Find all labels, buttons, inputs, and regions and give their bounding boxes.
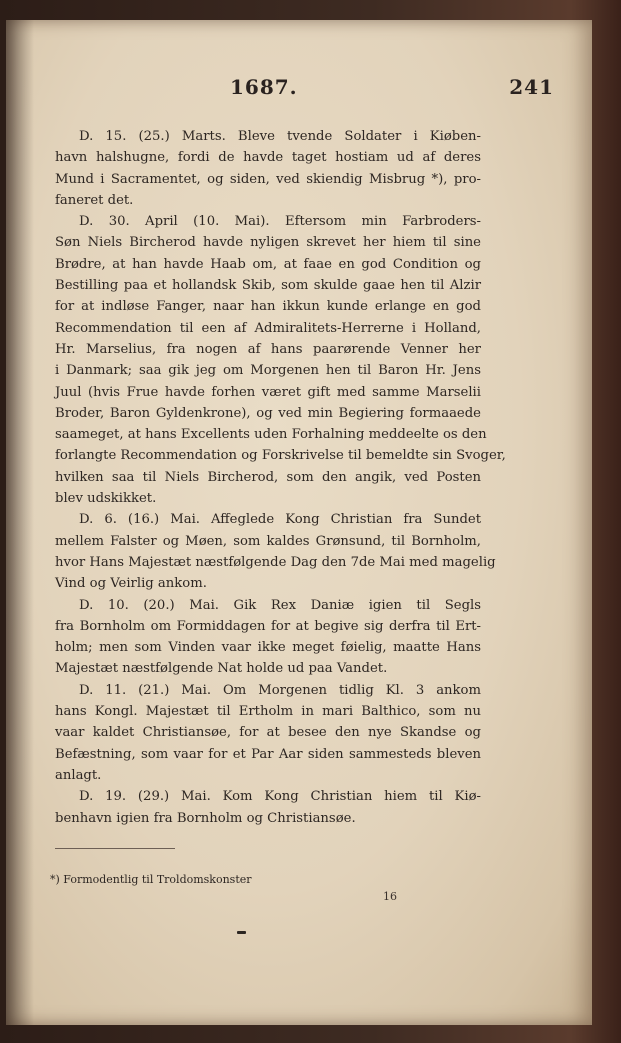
printer-mark [237, 931, 246, 934]
text-line: Juul (hvis Frue havde forhen været gift med samme Marselii [55, 384, 481, 400]
text-line: holm; men som Vinden vaar ikke meget føielig, maatte Hans [55, 640, 481, 656]
footnote: *) Formodentlig til Troldomskonster [50, 873, 252, 886]
text-line: fra Bornholm om Formiddagen for at begive sig derfra til Ert- [55, 618, 481, 634]
text-line: benhavn igien fra Bornholm og Christiansøe. [55, 810, 356, 826]
text-line: Vind og Veirlig ankom. [55, 576, 207, 592]
text-line: Broder, Baron Gyldenkrone), og ved min Begiering formaaede [55, 405, 481, 421]
text-line: forlangte Recommendation og Forskrivelse til bemeldte sin Svoger, [55, 448, 506, 464]
text-line: saameget, at hans Excellents uden Forhalning meddeelte os den [55, 427, 487, 443]
running-header [75, 75, 560, 105]
header-year: 1687. [230, 75, 298, 99]
text-line: Søn Niels Bircherod havde nyligen skrevet her hiem til sine [55, 235, 481, 251]
page-number: 241 [509, 75, 554, 99]
text-line: Mund i Sacramentet, og siden, ved skiendig Misbrug *), pro- [55, 171, 481, 187]
text-line: blev udskikket. [55, 491, 157, 507]
text-line: D. 10. (20.) Mai. Gik Rex Daniæ igien til Segls [79, 597, 481, 613]
text-line: Hr. Marselius, fra nogen af hans paarørende Venner her [55, 341, 481, 357]
text-line: havn halshugne, fordi de havde taget hostiam ud af deres [55, 150, 481, 166]
spine-shadow [6, 20, 34, 1025]
text-line: D. 19. (29.) Mai. Kom Kong Christian hiem til Kiø- [79, 789, 481, 805]
text-line: D. 15. (25.) Marts. Bleve tvende Soldater i Kiøben- [79, 129, 481, 144]
body-text [55, 126, 506, 829]
signature-mark: 16 [383, 890, 397, 903]
text-line: Brødre, at han havde Haab om, at faae en god Condition og [55, 256, 481, 272]
text-line: vaar kaldet Christiansøe, for at besee den nye Skandse og [55, 725, 481, 741]
text-line: hvilken saa til Niels Bircherod, som den angik, ved Posten [55, 469, 481, 485]
text-line: i Danmark; saa gik jeg om Morgenen hen til Baron Hr. Jens [55, 363, 481, 379]
text-line: D. 30. April (10. Mai). Eftersom min Farbroders- [79, 214, 481, 230]
text-line: faneret det. [55, 192, 134, 208]
text-line: Befæstning, som vaar for et Par Aar siden sammesteds bleven [55, 746, 481, 762]
text-line: Recommendation til een af Admiralitets-Herrerne i Holland, [55, 320, 481, 336]
text-line: D. 6. (16.) Mai. Affeglede Kong Christian fra Sundet [79, 512, 481, 528]
footnote-rule [55, 848, 175, 849]
text-line: for at indløse Fanger, naar han ikkun kunde erlange en god [55, 299, 481, 315]
text-line: hvor Hans Majestæt næstfølgende Dag den 7de Mai med magelig [55, 554, 496, 570]
text-line: anlagt. [55, 767, 102, 783]
text-line: hans Kongl. Majestæt til Ertholm in mari Balthico, som nu [55, 704, 481, 720]
text-line: mellem Falster og Møen, som kaldes Grønsund, til Bornholm, [55, 533, 481, 549]
text-line: D. 11. (21.) Mai. Om Morgenen tidlig Kl. 3 ankom [79, 682, 481, 698]
text-line: Majestæt næstfølgende Nat holde ud paa Vandet. [55, 661, 388, 677]
text-line: Bestilling paa et hollandsk Skib, som skulde gaae hen til Alzir [55, 278, 481, 294]
